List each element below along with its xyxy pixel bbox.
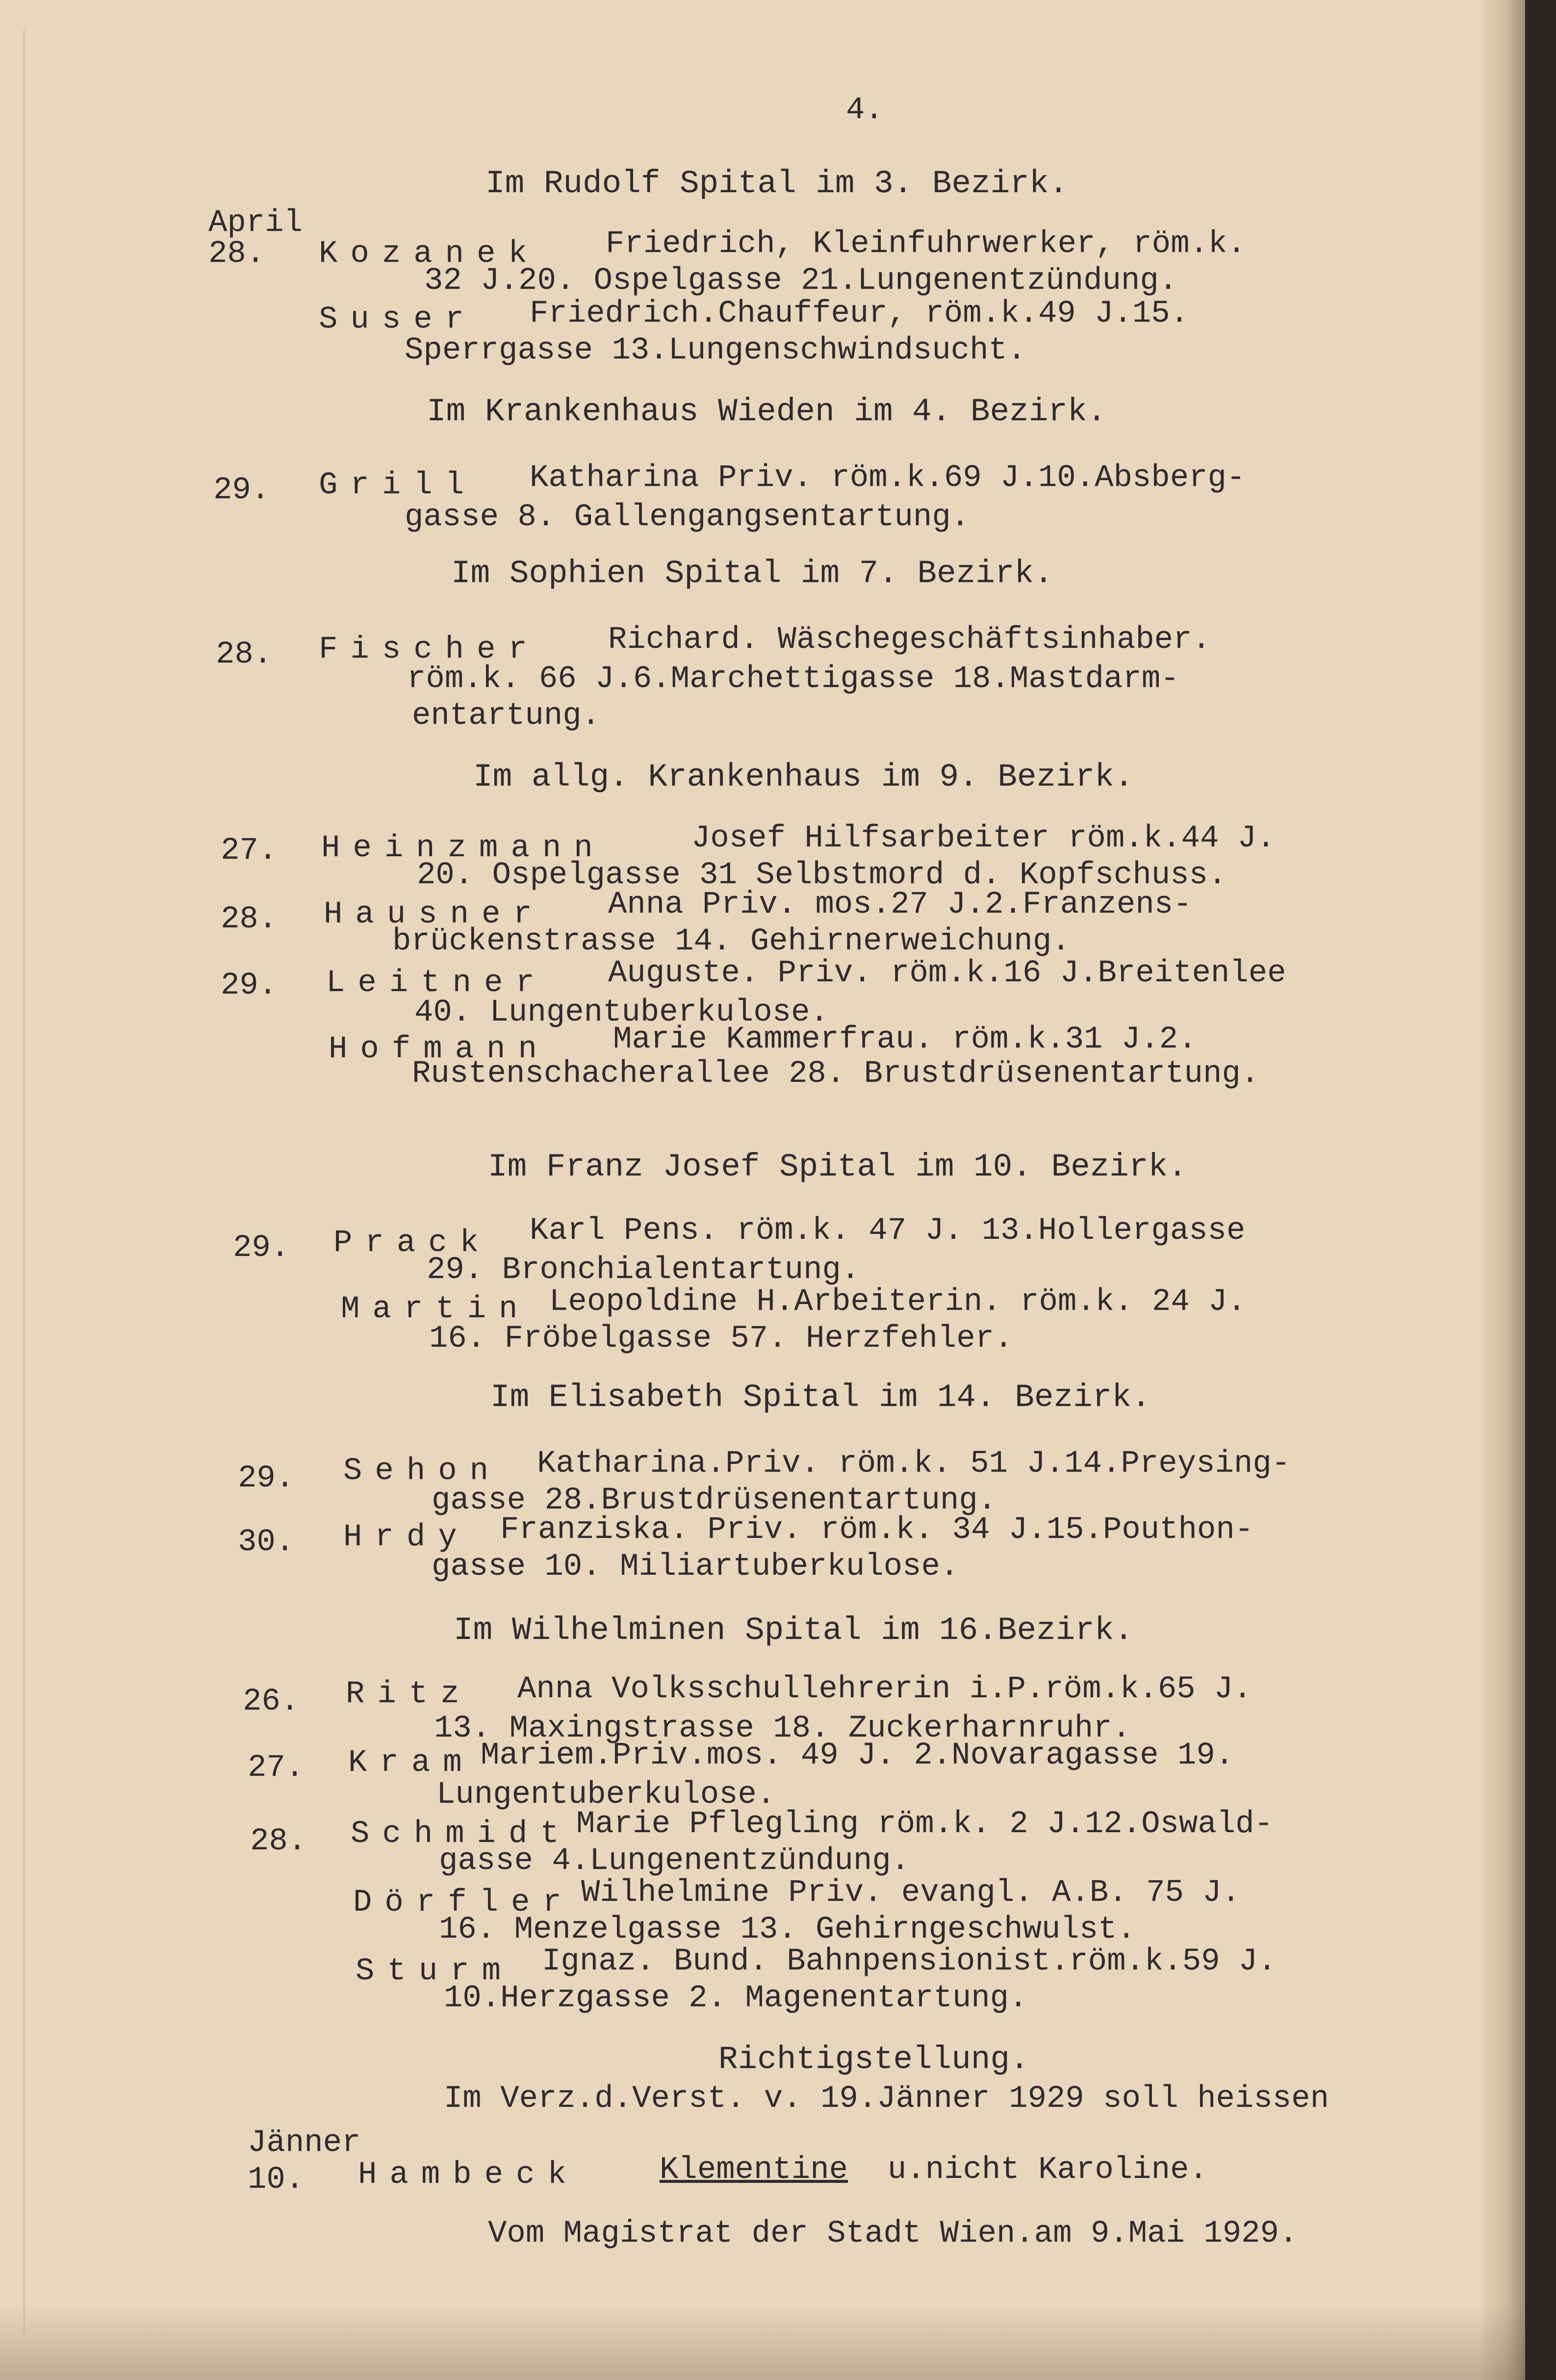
entry-line: Friedrich, Kleinfuhrwerker, röm.k.	[606, 227, 1246, 262]
entry-line: entartung.	[412, 698, 601, 734]
entry-surname: Kram	[348, 1745, 475, 1781]
section-heading: Im Wilhelminen Spital im 16.Bezirk.	[454, 1612, 1134, 1649]
entry-day: 27.	[221, 833, 278, 869]
entry-surname: Sturm	[356, 1954, 514, 1989]
margin-crease	[24, 29, 25, 2334]
entry-day: 10.	[248, 2162, 305, 2198]
entry-line: brückenstrasse 14. Gehirnerweichung.	[392, 924, 1071, 959]
section-heading: Im allg. Krankenhaus im 9. Bezirk.	[473, 759, 1134, 795]
entry-surname: Leitner	[326, 966, 547, 1001]
month-label: Jänner	[248, 2125, 361, 2161]
entry-surname: Dörfler	[353, 1885, 574, 1920]
entry-line: Karl Pens. röm.k. 47 J. 13.Hollergasse	[530, 1213, 1246, 1249]
entry-surname: Heinzmann	[321, 831, 606, 866]
entry-line: Leopoldine H.Arbeiterin. röm.k. 24 J.	[549, 1284, 1247, 1320]
entry-line: Marie Pflegling röm.k. 2 J.12.Oswald-	[576, 1807, 1274, 1842]
entry-line: Friedrich.Chauffeur, röm.k.49 J.15.	[530, 296, 1189, 332]
entry-line: Anna Volksschullehrerin i.P.röm.k.65 J.	[517, 1672, 1252, 1707]
entry-line: Auguste. Priv. röm.k.16 J.Breitenlee	[608, 956, 1286, 991]
entry-line: Katharina.Priv. röm.k. 51 J.14.Preysing-	[537, 1446, 1291, 1482]
entry-day: 29.	[221, 968, 278, 1003]
entry-line: gasse 10. Miliartuberkulose.	[432, 1549, 959, 1585]
entry-line: 16. Menzelgasse 13. Gehirngeschwulst.	[439, 1912, 1136, 1947]
entry-line: röm.k. 66 J.6.Marchettigasse 18.Mastdarm-	[407, 662, 1179, 697]
entry-day: 27.	[248, 1750, 305, 1786]
footer-signature-line: Vom Magistrat der Stadt Wien.am 9.Mai 1929.	[488, 2216, 1298, 2252]
entry-line: Ignaz. Bund. Bahnpensionist.röm.k.59 J.	[542, 1944, 1276, 1979]
entry-line: Sperrgasse 13.Lungenschwindsucht.	[405, 333, 1026, 368]
entry-line: 10.Herzgasse 2. Magenentartung.	[444, 1981, 1028, 2016]
month-label: April	[208, 205, 303, 241]
entry-line: Franziska. Priv. röm.k. 34 J.15.Pouthon-	[500, 1512, 1254, 1548]
entry-day: 29.	[233, 1230, 290, 1266]
entry-line: 32 J.20. Ospelgasse 21.Lungenentzündung.	[424, 263, 1178, 299]
page-edge	[1481, 0, 1525, 2380]
entry-line: gasse 8. Gallengangsentartung.	[405, 500, 970, 535]
entry-line: 13. Maxingstrasse 18. Zuckerharnruhr.	[434, 1711, 1131, 1746]
entry-line: Wilhelmine Priv. evangl. A.B. 75 J.	[581, 1875, 1241, 1911]
correction-firstname: Klementine	[660, 2152, 848, 2188]
entry-surname: Suser	[319, 302, 477, 337]
entry-line: 40. Lungentuberkulose.	[414, 995, 829, 1030]
section-heading: Im Rudolf Spital im 3. Bezirk.	[485, 165, 1069, 202]
entry-day: 26.	[243, 1684, 300, 1719]
entry-day: 28.	[216, 637, 273, 672]
entry-line: Mariem.Priv.mos. 49 J. 2.Novaragasse 19.	[481, 1738, 1234, 1773]
section-heading: Im Krankenhaus Wieden im 4. Bezirk.	[427, 393, 1107, 430]
page-shadow	[0, 2305, 1525, 2380]
entry-day: 29.	[238, 1461, 295, 1496]
entry-surname: Hrdy	[343, 1520, 470, 1555]
entry-surname: Hambeck	[358, 2157, 579, 2193]
entry-line: Anna Priv. mos.27 J.2.Franzens-	[608, 887, 1192, 922]
entry-line: Josef Hilfsarbeiter röm.k.44 J.	[691, 821, 1275, 856]
entry-surname: Kozanek	[319, 236, 540, 272]
section-heading: Im Elisabeth Spital im 14. Bezirk.	[490, 1379, 1151, 1416]
correction-rest: u.nicht Karoline.	[888, 2152, 1208, 2188]
entry-day: 28.	[250, 1824, 307, 1859]
page-number: 4.	[846, 93, 884, 128]
entry-line: Lungentuberkulose.	[436, 1777, 776, 1813]
entry-surname: Fischer	[319, 632, 540, 667]
entry-line: Katharina Priv. röm.k.69 J.10.Absberg-	[530, 461, 1246, 496]
correction-line: Im Verz.d.Verst. v. 19.Jänner 1929 soll heissen	[444, 2081, 1329, 2117]
entry-surname: Martin	[341, 1292, 531, 1327]
entry-surname: Hausner	[324, 897, 545, 932]
entry-day: 29.	[213, 473, 270, 508]
entry-line: Rustenschacherallee 28. Brustdrüsenentartung.	[412, 1056, 1260, 1092]
entry-line: 20. Ospelgasse 31 Selbstmord d. Kopfschuss.	[417, 858, 1227, 893]
entry-surname: Prack	[333, 1226, 492, 1261]
entry-surname: Hofmann	[329, 1032, 550, 1067]
entry-surname: Grill	[319, 468, 477, 503]
entry-line: 29. Bronchialentartung.	[427, 1253, 860, 1288]
entry-surname: Schmidt	[351, 1817, 572, 1852]
section-heading: Im Franz Josef Spital im 10. Bezirk.	[488, 1149, 1187, 1185]
entry-line: gasse 4.Lungenentzündung.	[439, 1843, 910, 1879]
entry-line: gasse 28.Brustdrüsenentartung.	[432, 1483, 997, 1518]
entry-surname: Ritz	[346, 1677, 472, 1712]
entry-line: Marie Kammerfrau. röm.k.31 J.2.	[613, 1022, 1197, 1057]
section-heading: Im Sophien Spital im 7. Bezirk.	[451, 555, 1053, 592]
entry-day: 28.	[221, 902, 278, 937]
entry-day: 28.	[208, 236, 265, 272]
entry-day: 30.	[238, 1525, 295, 1560]
entry-line: Richard. Wäschegeschäftsinhaber.	[608, 622, 1211, 658]
entry-line: 16. Fröbelgasse 57. Herzfehler.	[429, 1321, 1013, 1356]
correction-title: Richtigstellung.	[718, 2041, 1029, 2078]
entry-surname: Sehon	[343, 1454, 502, 1489]
